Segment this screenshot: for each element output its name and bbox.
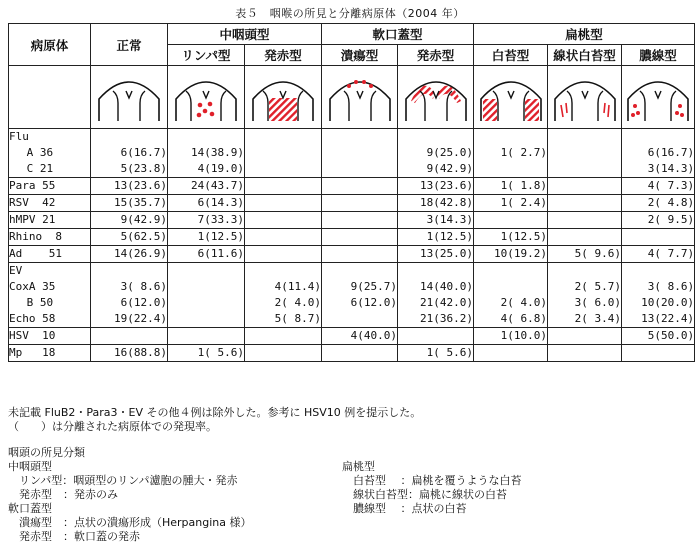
cell-value: 3( 6.0) <box>574 296 622 309</box>
throat-diagram-lymph <box>168 66 245 129</box>
table-cell <box>398 328 474 345</box>
table-cell <box>322 129 398 178</box>
cell-value: 13(25.0) <box>420 247 474 260</box>
table-cell <box>474 178 548 195</box>
cell-value <box>548 328 621 344</box>
header-normal: 正常 <box>91 24 168 66</box>
legend-line: 軟口蓋型 <box>8 502 52 515</box>
table-cell <box>168 195 245 212</box>
row-label-line: Ad 51 <box>9 247 62 260</box>
cell-value: 5(23.8) <box>120 162 167 175</box>
table-cell <box>91 328 168 345</box>
cell-value: 7(33.3) <box>197 213 244 226</box>
cell-value: 3( 8.6) <box>647 280 695 293</box>
table-cell <box>622 212 695 229</box>
row-label-line: B 50 <box>9 296 54 309</box>
table-cell <box>622 129 695 178</box>
throat-diagram-palate-redness <box>398 66 474 129</box>
cell-value: 10(19.2) <box>494 247 548 260</box>
subheader-linear-coat: 線状白苔型 <box>548 45 622 66</box>
throat-diagram-linear-coat <box>548 66 622 129</box>
cell-value <box>548 145 621 161</box>
cell-value: 21(36.2) <box>420 312 474 325</box>
legend-right <box>342 460 522 516</box>
findings-table <box>8 23 695 362</box>
cell-value <box>548 129 621 145</box>
table-cell <box>245 328 322 345</box>
cell-value <box>168 295 244 311</box>
cell-value <box>622 229 694 245</box>
row-label <box>9 345 91 362</box>
table-cell <box>245 212 322 229</box>
header-tonsil: 扁桃型 <box>474 24 695 45</box>
table-cell <box>398 345 474 362</box>
table-title: 表５ 咽喉の所見と分離病原体（2004 年） <box>235 7 465 20</box>
cell-value: 3( 8.6) <box>120 280 167 293</box>
table-cell <box>91 246 168 263</box>
cell-value <box>245 129 321 145</box>
row-label <box>9 263 91 328</box>
table-cell <box>322 328 398 345</box>
throat-diagram-white-coat <box>474 66 548 129</box>
table-cell <box>398 178 474 195</box>
cell-value <box>245 195 321 211</box>
table-cell <box>398 212 474 229</box>
cell-value: 5( 9.6) <box>574 247 622 260</box>
table-cell <box>168 263 245 328</box>
throat-diagram-pus <box>622 66 695 129</box>
table-cell <box>245 246 322 263</box>
cell-value: 2( 5.7) <box>574 280 622 293</box>
cell-value: 13(23.6) <box>114 179 167 192</box>
row-label-line: Rhino 8 <box>9 230 62 243</box>
cell-value: 18(42.8) <box>420 196 474 209</box>
cell-value: 6(16.7) <box>647 146 695 159</box>
cell-value <box>474 129 547 145</box>
table-cell <box>622 328 695 345</box>
footnotes <box>8 406 421 434</box>
cell-value <box>398 129 473 145</box>
cell-value <box>548 178 621 194</box>
table-cell <box>548 212 622 229</box>
cell-value: 10(20.0) <box>641 296 695 309</box>
legend-line: 膿線型 ：点状の白苔 <box>342 502 467 515</box>
table-cell <box>474 345 548 362</box>
table-cell <box>548 263 622 328</box>
cell-value: 24(43.7) <box>191 179 244 192</box>
table-cell <box>91 195 168 212</box>
table-cell <box>91 178 168 195</box>
cell-value <box>322 212 397 228</box>
table-cell <box>398 246 474 263</box>
footnote: 未記載 FluB2・Para3・EV その他４例は除外した。参考に HSV10 例を提示した。 <box>8 406 422 419</box>
table-row <box>9 178 695 195</box>
cell-value <box>245 145 321 161</box>
table-cell <box>322 263 398 328</box>
table-cell <box>548 178 622 195</box>
legend-line: 発赤型 ：軟口蓋の発赤 <box>8 530 140 543</box>
cell-value <box>322 263 397 279</box>
cell-value: 6(12.0) <box>350 296 398 309</box>
cell-value <box>322 311 397 327</box>
table-cell <box>91 263 168 328</box>
table-cell <box>168 212 245 229</box>
table-cell <box>398 263 474 328</box>
cell-value: 21(42.0) <box>420 296 474 309</box>
table-cell <box>474 263 548 328</box>
table-cell <box>322 195 398 212</box>
cell-value <box>548 229 621 245</box>
legend-line: 扁桃型 <box>342 460 375 473</box>
cell-value <box>168 129 244 145</box>
cell-value <box>322 129 397 145</box>
cell-value: 9(25.0) <box>426 146 474 159</box>
table-row <box>9 328 695 345</box>
table-cell <box>91 229 168 246</box>
table-cell <box>168 345 245 362</box>
table-cell <box>245 129 322 178</box>
table-cell <box>322 246 398 263</box>
cell-value: 2( 9.5) <box>647 213 695 226</box>
cell-value <box>398 263 473 279</box>
cell-value: 1(10.0) <box>500 329 548 342</box>
footnote: （ ）は分離された病原体での発現率。 <box>8 420 217 433</box>
row-label-line: A 36 <box>9 146 54 159</box>
cell-value: 1( 5.6) <box>197 346 244 359</box>
table-cell <box>91 129 168 178</box>
cell-value: 1( 2.4) <box>500 196 548 209</box>
table-cell <box>322 345 398 362</box>
cell-value <box>91 328 167 344</box>
cell-value: 1(12.5) <box>197 230 244 243</box>
table-row <box>9 195 695 212</box>
cell-value: 4(40.0) <box>350 329 398 342</box>
throat-diagram-ulcer <box>322 66 398 129</box>
table-row <box>9 229 695 246</box>
table-cell <box>322 229 398 246</box>
cell-value <box>474 279 547 295</box>
row-label-line: RSV 42 <box>9 196 56 209</box>
cell-value <box>548 345 621 361</box>
legend-line: リンパ型：咽頭型のリンパ濾胞の腫大・発赤 <box>8 474 238 487</box>
cell-value: 15(35.7) <box>114 196 167 209</box>
cell-value <box>168 263 244 279</box>
throat-diagram-normal <box>91 66 168 129</box>
cell-value: 6(14.3) <box>197 196 244 209</box>
legend-line: 中咽頭型 <box>8 460 52 473</box>
table-cell <box>245 178 322 195</box>
header-pathogen: 病原体 <box>9 24 91 66</box>
row-label <box>9 246 91 263</box>
row-label-line: Flu <box>9 130 29 143</box>
row-label-line: HSV 10 <box>9 329 56 342</box>
table-cell <box>322 212 398 229</box>
row-label-line: CoxA 35 <box>9 280 56 293</box>
table-cell <box>168 129 245 178</box>
row-label-line: Para 55 <box>9 179 56 192</box>
cell-value <box>548 263 621 279</box>
cell-value: 6(11.6) <box>197 247 244 260</box>
cell-value: 6(12.0) <box>120 296 167 309</box>
cell-value: 2( 3.4) <box>574 312 622 325</box>
legend-line: 咽頭の所見分類 <box>8 446 85 459</box>
table-cell <box>168 246 245 263</box>
cell-value <box>322 161 397 177</box>
cell-value: 6(16.7) <box>120 146 167 159</box>
row-label <box>9 129 91 178</box>
cell-value <box>168 279 244 295</box>
cell-value <box>168 311 244 327</box>
row-label-line: Mp 18 <box>9 346 56 359</box>
table-cell <box>622 178 695 195</box>
table-row <box>9 263 695 328</box>
subheader-lymph: リンパ型 <box>168 45 245 66</box>
cell-value <box>322 229 397 245</box>
diagram-blank <box>9 66 91 129</box>
cell-value: 2( 4.8) <box>647 196 695 209</box>
cell-value <box>91 263 167 279</box>
cell-value: 9(42.9) <box>120 213 167 226</box>
table-cell <box>622 229 695 246</box>
cell-value: 4( 6.8) <box>500 312 548 325</box>
table-cell <box>322 178 398 195</box>
table-cell <box>245 263 322 328</box>
cell-value: 1( 1.8) <box>500 179 548 192</box>
cell-value <box>322 178 397 194</box>
cell-value <box>548 195 621 211</box>
table-cell <box>474 129 548 178</box>
legend-left <box>8 446 252 544</box>
table-cell <box>474 195 548 212</box>
header-pharynx: 中咽頭型 <box>168 24 322 45</box>
row-label-line: Echo 58 <box>9 312 56 325</box>
cell-value <box>322 246 397 262</box>
table-cell <box>398 129 474 178</box>
table-cell <box>548 129 622 178</box>
table-body <box>9 129 695 362</box>
table-cell <box>168 178 245 195</box>
table-cell <box>474 212 548 229</box>
table-cell <box>548 328 622 345</box>
table-cell <box>548 246 622 263</box>
cell-value <box>245 229 321 245</box>
subheader-redness: 発赤型 <box>245 45 322 66</box>
table-cell <box>622 246 695 263</box>
table-cell <box>474 246 548 263</box>
cell-value: 2( 4.0) <box>274 296 322 309</box>
table-cell <box>548 229 622 246</box>
cell-value: 1( 2.7) <box>500 146 548 159</box>
row-label-line: EV <box>9 264 23 277</box>
cell-value: 14(40.0) <box>420 280 474 293</box>
cell-value: 1(12.5) <box>500 230 548 243</box>
row-label-line: hMPV 21 <box>9 213 56 226</box>
legend-line: 白苔型 ：扁桃を覆うような白苔 <box>342 474 522 487</box>
cell-value: 5( 8.7) <box>274 312 322 325</box>
table-cell <box>474 229 548 246</box>
legend-line: 線状白苔型：扁桃に線状の白苔 <box>342 488 507 501</box>
cell-value <box>622 345 694 361</box>
cell-value: 4( 7.7) <box>647 247 695 260</box>
cell-value <box>322 145 397 161</box>
cell-value <box>474 212 547 228</box>
cell-value: 13(22.4) <box>641 312 695 325</box>
cell-value <box>548 161 621 177</box>
cell-value: 19(22.4) <box>114 312 167 325</box>
row-label <box>9 212 91 229</box>
cell-value <box>245 263 321 279</box>
cell-value: 13(23.6) <box>420 179 474 192</box>
table-cell <box>548 345 622 362</box>
cell-value: 16(88.8) <box>114 346 167 359</box>
table-cell <box>245 345 322 362</box>
cell-value: 2( 4.0) <box>500 296 548 309</box>
cell-value <box>622 129 694 145</box>
table-cell <box>548 195 622 212</box>
table-cell <box>622 263 695 328</box>
cell-value <box>322 195 397 211</box>
table-cell <box>168 229 245 246</box>
row-label <box>9 195 91 212</box>
subheader-palate-redness: 発赤型 <box>398 45 474 66</box>
cell-value: 14(38.9) <box>191 146 244 159</box>
table-cell <box>398 229 474 246</box>
table-cell <box>245 195 322 212</box>
table-cell <box>245 229 322 246</box>
table-cell <box>168 328 245 345</box>
cell-value: 5(62.5) <box>120 230 167 243</box>
subheader-pus: 膿線型 <box>622 45 695 66</box>
table-cell <box>474 328 548 345</box>
cell-value: 3(14.3) <box>647 162 695 175</box>
cell-value <box>245 345 321 361</box>
cell-value: 1( 5.6) <box>426 346 474 359</box>
table-cell <box>91 345 168 362</box>
cell-value: 1(12.5) <box>426 230 474 243</box>
subheader-white-coat: 白苔型 <box>474 45 548 66</box>
cell-value: 5(50.0) <box>647 329 695 342</box>
cell-value: 4(11.4) <box>274 280 322 293</box>
cell-value: 14(26.9) <box>114 247 167 260</box>
row-label <box>9 178 91 195</box>
cell-value: 9(25.7) <box>350 280 398 293</box>
cell-value <box>474 263 547 279</box>
cell-value <box>622 263 694 279</box>
cell-value <box>322 345 397 361</box>
row-label <box>9 328 91 345</box>
cell-value <box>398 328 473 344</box>
table-cell <box>622 195 695 212</box>
table-cell <box>622 345 695 362</box>
cell-value <box>91 129 167 145</box>
table-cell <box>398 195 474 212</box>
legend-line: 発赤型 ：発赤のみ <box>8 488 118 501</box>
subheader-ulcer: 潰瘍型 <box>322 45 398 66</box>
cell-value <box>548 212 621 228</box>
header-palate: 軟口蓋型 <box>322 24 474 45</box>
cell-value <box>474 345 547 361</box>
cell-value <box>245 161 321 177</box>
table-row <box>9 129 695 178</box>
table-row <box>9 246 695 263</box>
table-row <box>9 345 695 362</box>
legend-line: 潰瘍型 ：点状の潰瘍形成（Herpangina 様） <box>8 516 252 529</box>
cell-value: 4(19.0) <box>197 162 244 175</box>
cell-value <box>245 178 321 194</box>
cell-value: 3(14.3) <box>426 213 474 226</box>
table-cell <box>91 212 168 229</box>
cell-value <box>168 328 244 344</box>
cell-value <box>474 161 547 177</box>
cell-value <box>245 246 321 262</box>
throat-diagram-redness <box>245 66 322 129</box>
cell-value: 9(42.9) <box>426 162 474 175</box>
cell-value <box>245 328 321 344</box>
table-row <box>9 212 695 229</box>
row-label-line: C 21 <box>9 162 54 175</box>
cell-value: 4( 7.3) <box>647 179 695 192</box>
row-label <box>9 229 91 246</box>
cell-value <box>245 212 321 228</box>
